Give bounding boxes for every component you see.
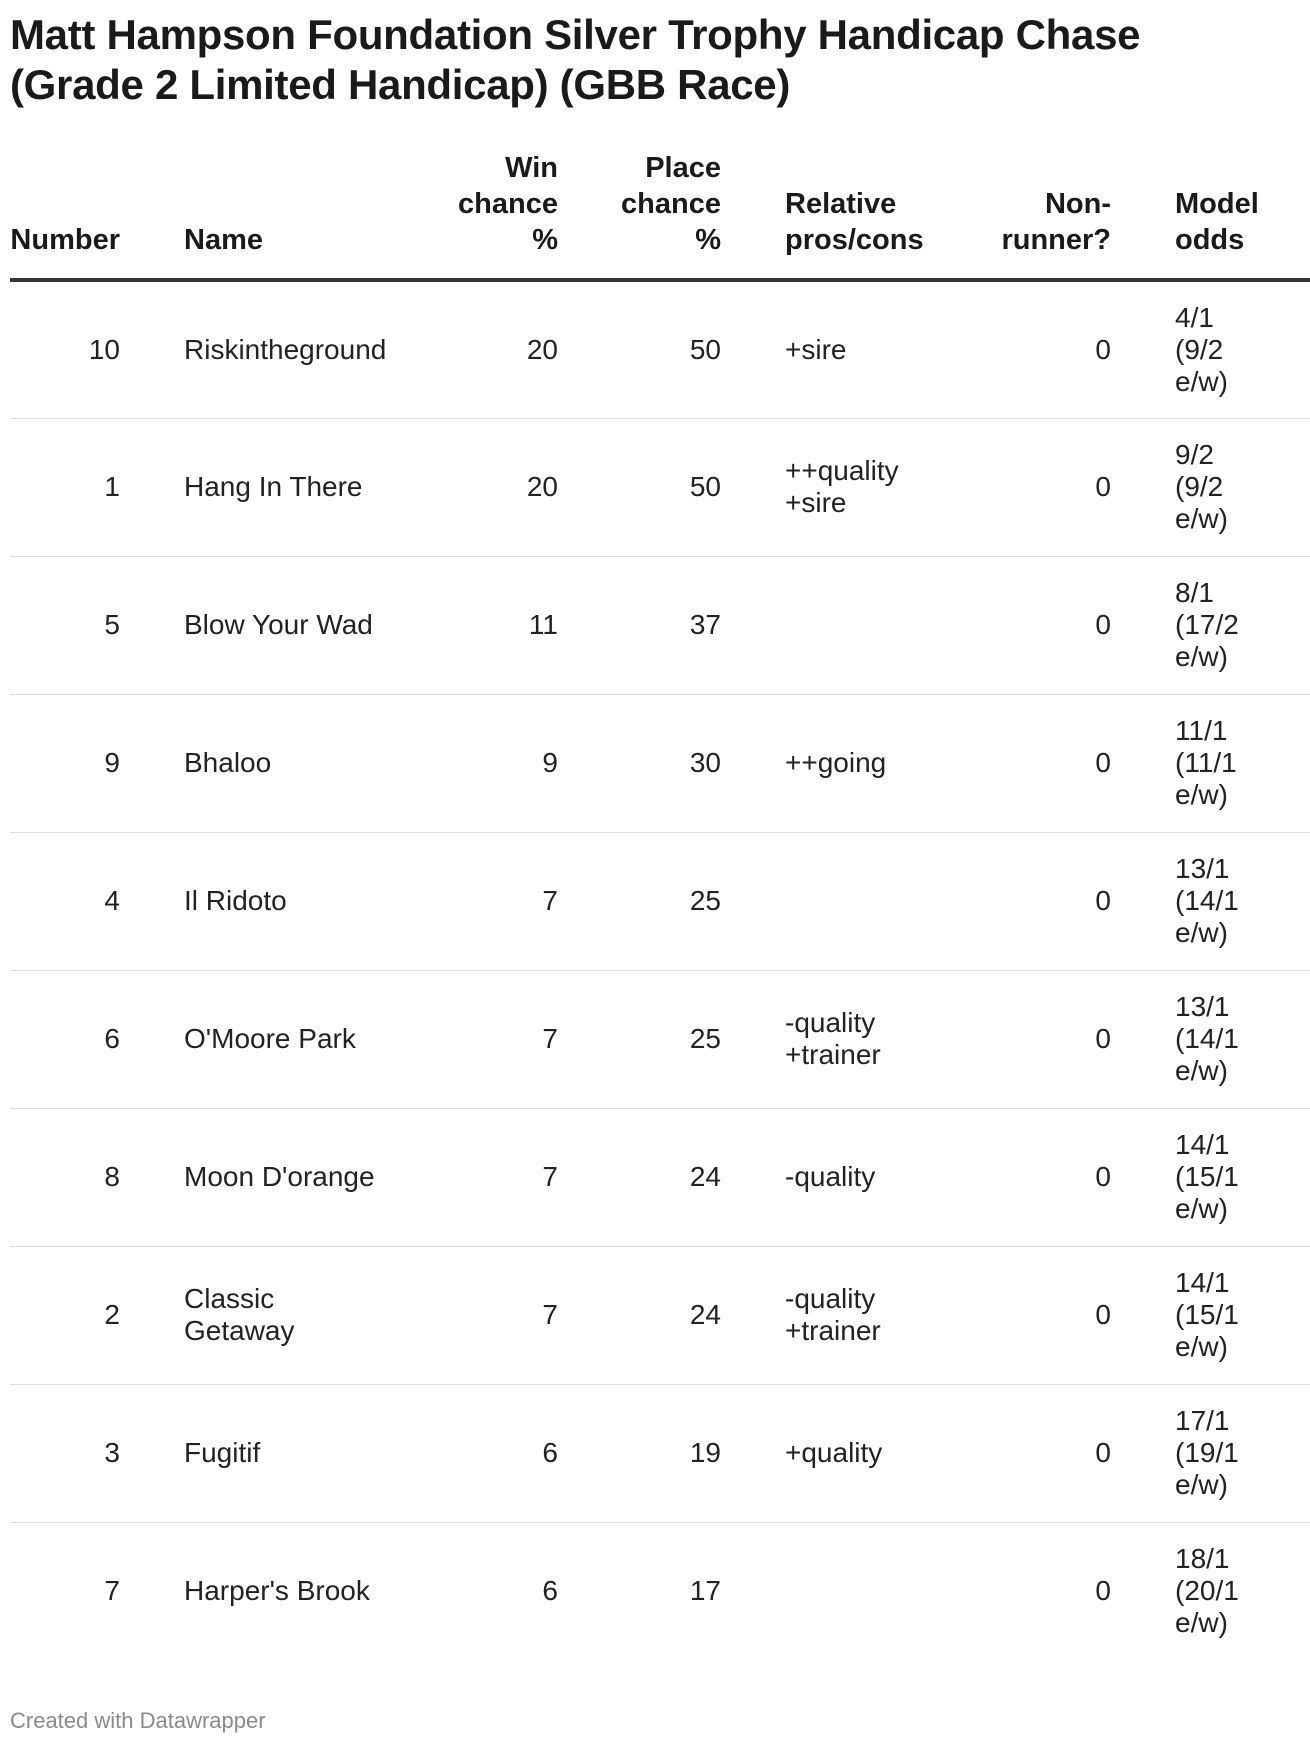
cell-place-chance: 50 <box>558 418 721 556</box>
cell-non-runner: 0 <box>911 280 1111 418</box>
cell-name: Blow Your Wad <box>120 556 395 694</box>
cell-number: 2 <box>10 1246 120 1384</box>
cell-model-odds: 14/1 (15/1 e/w) <box>1111 1246 1310 1384</box>
cell-name: Il Ridoto <box>120 832 395 970</box>
cell-place-chance: 17 <box>689 1575 721 1607</box>
results-table-container <box>10 150 1259 1680</box>
table-row <box>10 1522 1310 1660</box>
header-pros-cons[interactable]: Relative pros/cons <box>721 150 911 280</box>
cell-number: 5 <box>10 556 120 694</box>
cell-non-runner: 0 <box>911 694 1111 832</box>
table-row <box>10 280 1310 418</box>
cell-number: 10 <box>10 280 120 418</box>
table-row <box>10 556 1310 694</box>
table-row <box>10 694 1310 832</box>
table-row <box>10 1384 1310 1522</box>
header-place-chance[interactable]: Place chance % <box>558 150 721 280</box>
cell-place-chance: 24 <box>558 1246 721 1384</box>
cell-non-runner: 0 <box>1095 1575 1111 1607</box>
cell-win-chance: 11 <box>395 556 558 694</box>
cell-pros-cons <box>721 1522 911 1660</box>
cell-number: 4 <box>10 832 120 970</box>
table-row <box>10 832 1310 970</box>
cell-number: 1 <box>10 418 120 556</box>
cell-name: Harper's Brook <box>184 1575 370 1607</box>
footer-credit: Created with Datawrapper <box>10 1708 266 1733</box>
cell-name: Classic Getaway <box>120 1246 395 1384</box>
results-table <box>10 150 1310 1660</box>
cell-pros-cons: +sire <box>721 280 911 418</box>
table-row <box>10 970 1310 1108</box>
cell-place-chance: 50 <box>558 280 721 418</box>
cell-model-odds: 11/1 (11/1 e/w) <box>1111 694 1310 832</box>
cell-pros-cons: +quality <box>721 1384 911 1522</box>
header-number[interactable]: Number <box>10 150 120 280</box>
cell-pros-cons: -quality +trainer <box>721 970 911 1108</box>
cell-non-runner: 0 <box>911 1108 1111 1246</box>
cell-place-chance: 30 <box>558 694 721 832</box>
cell-place-chance: 19 <box>558 1384 721 1522</box>
cell-pros-cons: -quality <box>721 1108 911 1246</box>
cell-place-chance: 25 <box>558 832 721 970</box>
header-non-runner[interactable]: Non- runner? <box>911 150 1111 280</box>
cell-non-runner: 0 <box>911 1246 1111 1384</box>
cell-win-chance: 7 <box>395 832 558 970</box>
cell-non-runner: 0 <box>911 970 1111 1108</box>
cell-model-odds: 8/1 (17/2 e/w) <box>1111 556 1310 694</box>
cell-name: Moon D'orange <box>120 1108 395 1246</box>
cell-name: Bhaloo <box>120 694 395 832</box>
cell-name: Riskintheground <box>120 280 395 418</box>
cell-win-chance: 6 <box>542 1575 558 1607</box>
cell-pros-cons: -quality +trainer <box>721 1246 911 1384</box>
cell-number: 8 <box>10 1108 120 1246</box>
table-row <box>10 1246 1310 1384</box>
cell-number: 9 <box>10 694 120 832</box>
cell-win-chance: 20 <box>395 418 558 556</box>
cell-pros-cons: ++going <box>721 694 911 832</box>
cell-win-chance: 6 <box>395 1384 558 1522</box>
cell-non-runner: 0 <box>911 1384 1111 1522</box>
header-win-chance[interactable]: Win chance % <box>395 150 558 280</box>
cell-win-chance: 9 <box>395 694 558 832</box>
cell-model-odds: 13/1 (14/1 e/w) <box>1111 832 1310 970</box>
table-row <box>10 1108 1310 1246</box>
cell-win-chance: 7 <box>395 1108 558 1246</box>
header-model-odds[interactable]: Model odds <box>1111 150 1310 280</box>
page-title: Matt Hampson Foundation Silver Trophy Handicap Chase (Grade 2 Limited Handicap) (GBB Race) <box>10 11 1141 108</box>
cell-win-chance: 20 <box>395 280 558 418</box>
cell-place-chance: 37 <box>558 556 721 694</box>
cell-pros-cons: ++quality +sire <box>721 418 911 556</box>
cell-model-odds: 13/1 (14/1 e/w) <box>1111 970 1310 1108</box>
cell-place-chance: 24 <box>558 1108 721 1246</box>
cell-number: 3 <box>10 1384 120 1522</box>
cell-model-odds: 17/1 (19/1 e/w) <box>1111 1384 1310 1522</box>
cell-name: O'Moore Park <box>120 970 395 1108</box>
cell-non-runner: 0 <box>911 832 1111 970</box>
cell-model-odds: 14/1 (15/1 e/w) <box>1111 1108 1310 1246</box>
cell-name: Fugitif <box>120 1384 395 1522</box>
table-header-row <box>10 150 1310 280</box>
cell-pros-cons <box>721 832 911 970</box>
cell-model-odds: 4/1 (9/2 e/w) <box>1111 280 1310 418</box>
cell-model-odds: 18/1 (20/1 e/w) <box>1175 1543 1239 1639</box>
cell-win-chance: 7 <box>395 1246 558 1384</box>
header-name[interactable]: Name <box>120 150 395 280</box>
cell-pros-cons <box>721 556 911 694</box>
cell-number: 6 <box>10 970 120 1108</box>
cell-win-chance: 7 <box>395 970 558 1108</box>
table-row <box>10 418 1310 556</box>
cell-name: Hang In There <box>120 418 395 556</box>
cell-non-runner: 0 <box>911 418 1111 556</box>
cell-number: 7 <box>104 1575 120 1607</box>
cell-place-chance: 25 <box>558 970 721 1108</box>
cell-model-odds: 9/2 (9/2 e/w) <box>1111 418 1310 556</box>
cell-non-runner: 0 <box>911 556 1111 694</box>
